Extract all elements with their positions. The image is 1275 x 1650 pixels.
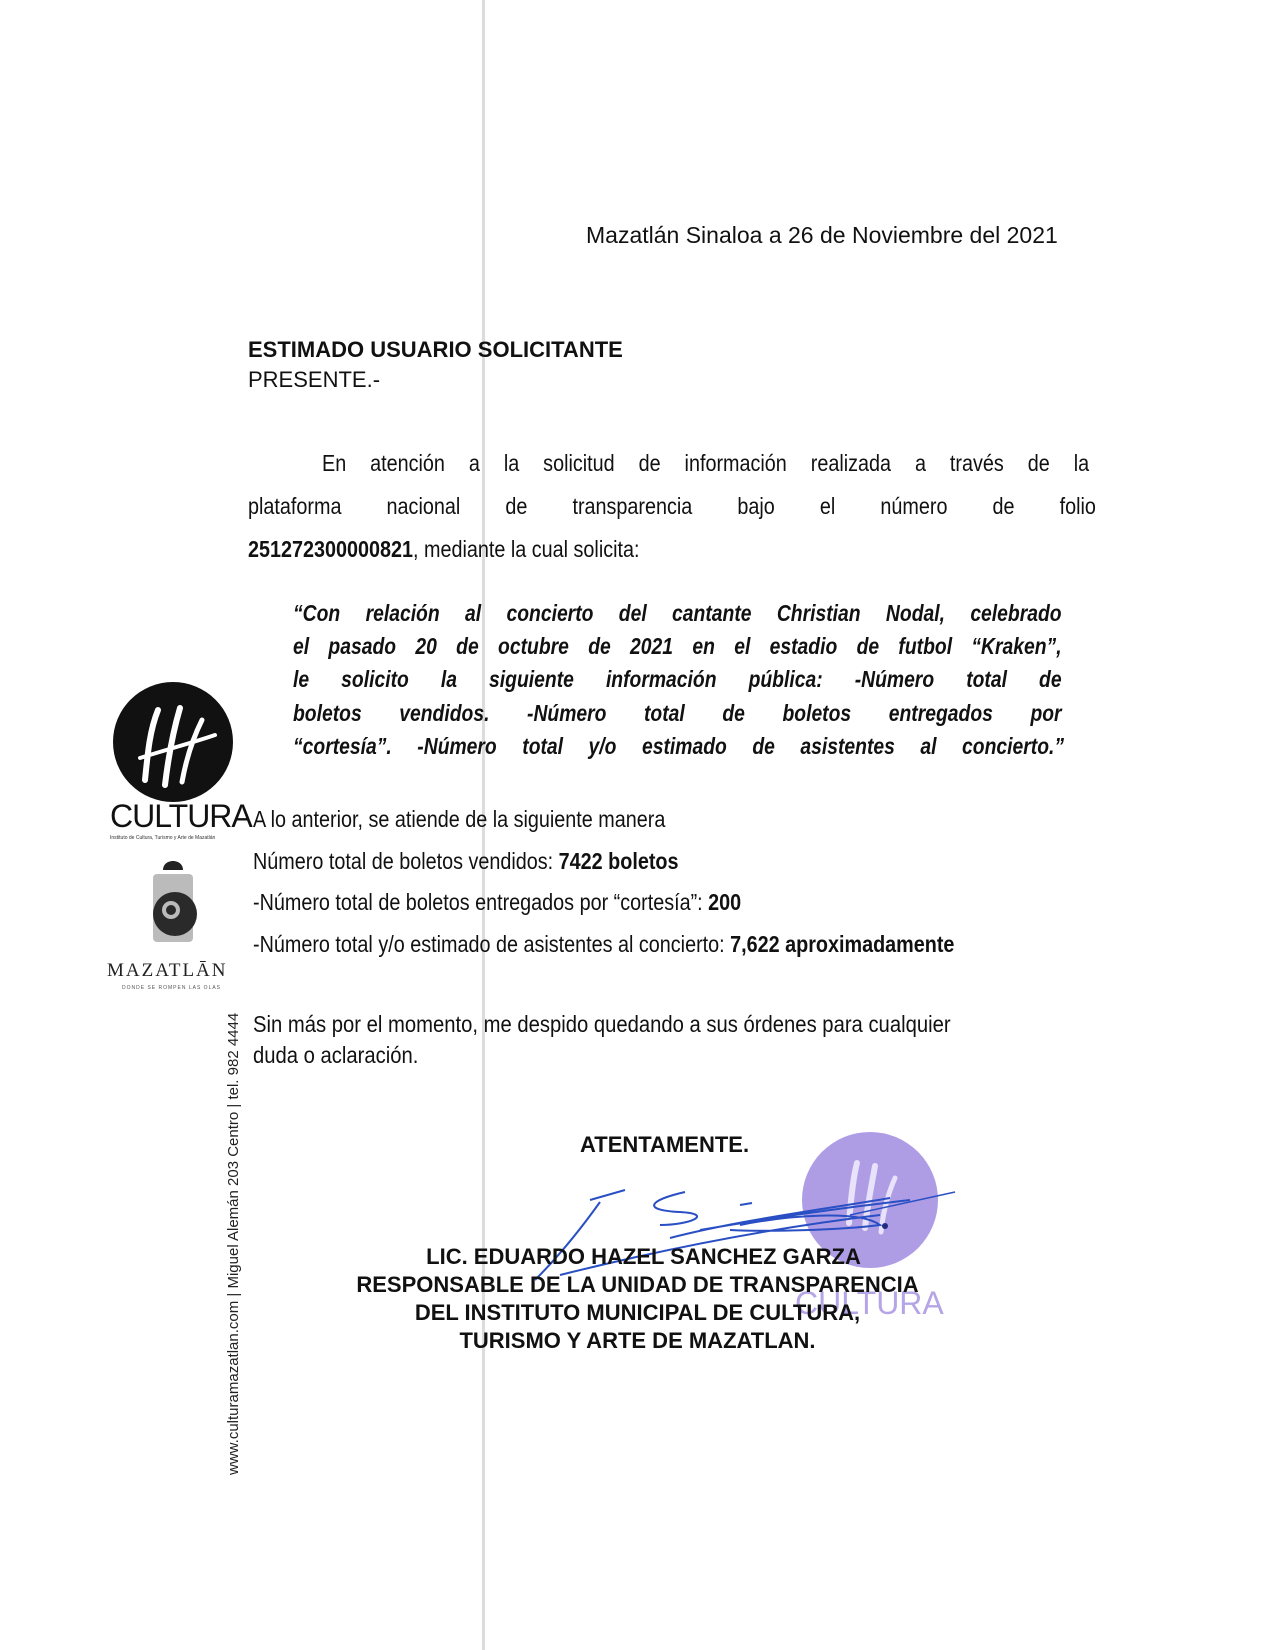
word: total [522, 733, 564, 759]
answer-tickets-sold [253, 848, 679, 875]
word: “cortesía”. [293, 733, 392, 759]
word: de [638, 450, 661, 476]
word: de [505, 493, 528, 519]
mazatlan-tagline: DONDE SE ROMPEN LAS OLAS [122, 985, 222, 991]
word: relación [365, 600, 440, 626]
word: a [914, 450, 926, 476]
word: folio [1059, 493, 1096, 519]
request-quote-line [293, 600, 1062, 627]
word: el [819, 493, 836, 519]
word: atención [370, 450, 445, 476]
courtesy-tickets-value: 200 [708, 889, 742, 915]
word: Nodal, [885, 600, 945, 626]
word: la [503, 450, 520, 476]
cultura-logo-icon [110, 680, 240, 805]
courtesy-tickets-label: -Número total de boletos entregados por “cortesía”: [253, 889, 709, 915]
word: el [734, 633, 751, 659]
attendees-label: -Número total y/o estimado de asistentes al concierto: [253, 931, 731, 957]
word: -Número [527, 700, 607, 726]
signatory-title-line-3: TURISMO Y ARTE DE MAZATLAN. [459, 1328, 816, 1353]
word: cantante [672, 600, 752, 626]
word: del [618, 600, 647, 626]
word: entregados [888, 700, 993, 726]
word: “Con [293, 600, 341, 626]
word: Christian [776, 600, 861, 626]
request-quote-line [293, 666, 1062, 693]
word: nacional [386, 493, 461, 519]
word: “Kraken”, [971, 633, 1062, 659]
word: información [684, 450, 787, 476]
word: estimado [641, 733, 727, 759]
word: siguiente [489, 666, 574, 692]
word: boletos [782, 700, 852, 726]
closing-line-1: Sin más por el momento, me despido quedando a sus órdenes para cualquier [253, 1011, 951, 1037]
word: al [465, 600, 482, 626]
word: -Número [417, 733, 497, 759]
mazatlan-logo-text: MAZATLĀN [107, 960, 228, 981]
word: total [966, 666, 1007, 692]
answers-intro: A lo anterior, se atiende de la siguiente manera [253, 806, 666, 832]
word: En [322, 450, 347, 476]
atentamente-heading: ATENTAMENTE. [580, 1132, 750, 1157]
word: estadio [769, 633, 838, 659]
word: de [992, 493, 1015, 519]
word: solicitud [543, 450, 615, 476]
word: en [692, 633, 715, 659]
word: concierto.” [962, 733, 1065, 759]
word: pública: [748, 666, 823, 692]
word: plataforma [248, 493, 342, 519]
presente-line: PRESENTE.- [248, 367, 381, 392]
word: concierto [506, 600, 594, 626]
word: número [880, 493, 948, 519]
intro-paragraph-line-3 [248, 536, 640, 563]
word: de [752, 733, 775, 759]
cultura-logo-text: CULTURA [110, 798, 252, 834]
word: por [1030, 700, 1062, 726]
word: al [920, 733, 937, 759]
intro-line-3-rest: , mediante la cual solicita: [413, 536, 640, 562]
word: y/o [588, 733, 617, 759]
word: a [468, 450, 480, 476]
word: pasado [328, 633, 397, 659]
closing-line-2: duda o aclaración. [253, 1042, 419, 1068]
word: de [1039, 666, 1062, 692]
word: asistentes [800, 733, 895, 759]
request-quote-line [293, 733, 1064, 760]
request-quote-line [293, 633, 1062, 660]
word: información [605, 666, 717, 692]
word: la [1073, 450, 1090, 476]
word: 2021 [630, 633, 674, 659]
word: transparencia [572, 493, 693, 519]
date-line: Mazatlán Sinaloa a 26 de Noviembre del 2021 [586, 222, 1058, 248]
word: el [293, 633, 310, 659]
word: de [722, 700, 745, 726]
intro-paragraph-line-2 [248, 493, 1096, 520]
word: 20 [415, 633, 437, 659]
tickets-sold-value: 7422 boletos [558, 848, 679, 874]
signatory-title-line-2: DEL INSTITUTO MUNICIPAL DE CULTURA, [414, 1300, 861, 1325]
greeting-heading: ESTIMADO USUARIO SOLICITANTE [248, 337, 623, 362]
word: futbol [898, 633, 953, 659]
signatory-title-line-1: RESPONSABLE DE LA UNIDAD DE TRANSPARENCIA [356, 1272, 919, 1297]
word: bajo [737, 493, 775, 519]
word: celebrado [970, 600, 1062, 626]
answer-courtesy-tickets [253, 889, 741, 916]
folio-number: 251272300000821 [248, 536, 414, 562]
word: solicito [341, 666, 409, 692]
intro-paragraph-line-1 [322, 450, 1089, 477]
attendees-value: 7,622 aproximadamente [730, 931, 955, 957]
signatory-name: LIC. EDUARDO HAZEL SANCHEZ GARZA [426, 1244, 861, 1269]
stamp-text: CULTURA [795, 1285, 944, 1321]
mazatlan-emblem-icon [145, 852, 205, 952]
word: la [440, 666, 457, 692]
word: octubre [498, 633, 569, 659]
word: le [293, 666, 310, 692]
word: de [856, 633, 880, 659]
answer-attendees [253, 931, 954, 958]
request-quote-line [293, 700, 1062, 727]
word: vendidos. [399, 700, 490, 726]
word: de [456, 633, 479, 659]
word: total [644, 700, 685, 726]
word: realizada [810, 450, 892, 476]
word: través [949, 450, 1004, 476]
cultura-logo-subtitle: Instituto de Cultura, Turismo y Arte de Mazatlán [110, 835, 216, 841]
word: de [1027, 450, 1050, 476]
contact-info-vertical: www.culturamazatlan.com | Miguel Alemán 203 Centro | tel. 982 4444 [225, 1012, 242, 1475]
word: boletos [293, 700, 362, 726]
word: de [588, 633, 611, 659]
word: -Número [854, 666, 935, 692]
tickets-sold-label: Número total de boletos vendidos: [253, 848, 559, 874]
